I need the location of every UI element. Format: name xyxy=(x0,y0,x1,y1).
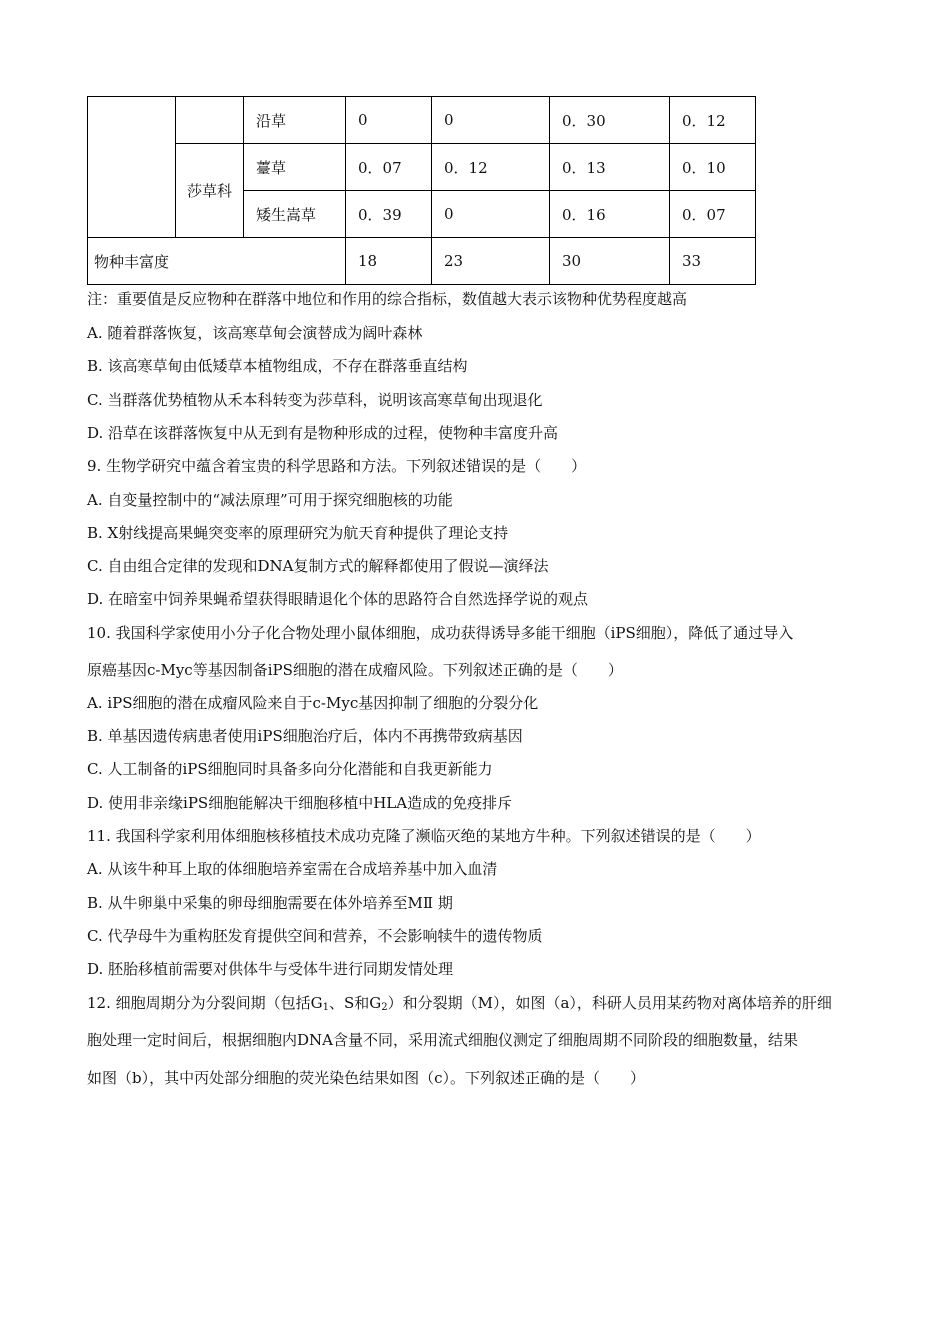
table-cell-species: 沿草 xyxy=(244,97,346,144)
table-cell-value: 0．39 xyxy=(346,191,432,238)
q10-option-a: A. iPS细胞的潜在成瘤风险来自于c-Myc基因抑制了细胞的分裂分化 xyxy=(87,694,539,712)
q9-option-c: C. 自由组合定律的发现和DNA复制方式的解释都使用了假说—演绎法 xyxy=(87,557,549,575)
q8-option-c: C. 当群落优势植物从禾本科转变为莎草科，说明该高寒草甸出现退化 xyxy=(87,391,543,409)
species-importance-table xyxy=(87,96,756,285)
q8-option-a: A. 随着群落恢复，该高寒草甸会演替成为阔叶森林 xyxy=(87,324,423,342)
q12-subscript: 1 xyxy=(322,1002,329,1013)
q10-option-d: D. 使用非亲缘iPS细胞能解决干细胞移植中HLA造成的免疫排斥 xyxy=(87,794,513,812)
q12-subscript: 2 xyxy=(381,1002,388,1013)
q11-option-d: D. 胚胎移植前需要对供体牛与受体牛进行同期发情处理 xyxy=(87,960,454,978)
table-cell-empty xyxy=(176,97,244,144)
q10-option-c: C. 人工制备的iPS细胞同时具备多向分化潜能和自我更新能力 xyxy=(87,760,493,778)
q10-option-b: B. 单基因遗传病患者使用iPS细胞治疗后，体内不再携带致病基因 xyxy=(87,727,523,745)
table-cell-richness-label: 物种丰富度 xyxy=(88,238,346,285)
q9-option-a: A. 自变量控制中的“减法原理”可用于探究细胞核的功能 xyxy=(87,491,453,509)
table-cell-value: 0．30 xyxy=(550,97,670,144)
q9-stem: 9. 生物学研究中蕴含着宝贵的科学思路和方法。下列叙述错误的是（ ） xyxy=(87,457,587,475)
table-row xyxy=(88,144,756,191)
table-cell-value: 0．12 xyxy=(432,144,550,191)
q12-text: 、S和G xyxy=(328,994,382,1012)
q10-stem-line2: 原癌基因c-Myc等基因制备iPS细胞的潜在成瘤风险。下列叙述正确的是（ ） xyxy=(87,661,623,679)
q8-option-d: D. 沿草在该群落恢复中从无到有是物种形成的过程，使物种丰富度升高 xyxy=(87,424,559,442)
table-cell-value: 0．16 xyxy=(550,191,670,238)
q12-stem-line3: 如图（b），其中丙处部分细胞的荧光染色结果如图（c）。下列叙述正确的是（ ） xyxy=(87,1069,646,1087)
table-cell-empty xyxy=(88,97,176,238)
table-row xyxy=(88,97,756,144)
table-cell-value: 30 xyxy=(550,238,670,285)
table-cell-value: 23 xyxy=(432,238,550,285)
q10-stem-line1: 10. 我国科学家使用小分子化合物处理小鼠体细胞，成功获得诱导多能干细胞（iPS细胞），降低了通过导入 xyxy=(87,624,794,642)
table-cell-value: 0．13 xyxy=(550,144,670,191)
q11-stem: 11. 我国科学家利用体细胞核移植技术成功克隆了濒临灭绝的某地方牛种。下列叙述错误的是（ ） xyxy=(87,827,761,845)
q11-option-b: B. 从牛卵巢中采集的卵母细胞需要在体外培养至MⅡ 期 xyxy=(87,894,453,912)
table-cell-value: 0 xyxy=(346,97,432,144)
table-row xyxy=(88,238,756,285)
q12-stem-line2: 胞处理一定时间后，根据细胞内DNA含量不同，采用流式细胞仪测定了细胞周期不同阶段的细胞数量，结果 xyxy=(87,1031,798,1049)
table-cell-family: 莎草科 xyxy=(176,144,244,238)
q11-option-a: A. 从该牛种耳上取的体细胞培养室需在合成培养基中加入血清 xyxy=(87,860,498,878)
table-note: 注：重要值是反应物种在群落中地位和作用的综合指标，数值越大表示该物种优势程度越高 xyxy=(87,290,688,308)
table-cell-species: 矮生嵩草 xyxy=(244,191,346,238)
q12-text: ）和分裂期（M），如图（a），科研人员用某药物对离体培养的肝细 xyxy=(387,994,832,1012)
q9-option-d: D. 在暗室中饲养果蝇希望获得眼睛退化个体的思路符合自然选择学说的观点 xyxy=(87,590,589,608)
q8-option-b: B. 该高寒草甸由低矮草本植物组成，不存在群落垂直结构 xyxy=(87,357,468,375)
table-cell-value: 0．07 xyxy=(346,144,432,191)
table-cell-value: 0．12 xyxy=(670,97,756,144)
table-cell-value: 33 xyxy=(670,238,756,285)
q9-option-b: B. X射线提高果蝇突变率的原理研究为航天育种提供了理论支持 xyxy=(87,524,509,542)
q12-text: 12. 细胞周期分为分裂间期（包括G xyxy=(87,994,323,1012)
table-cell-value: 0．10 xyxy=(670,144,756,191)
table-cell-value: 0 xyxy=(432,191,550,238)
table-cell-value: 0 xyxy=(432,97,550,144)
table-cell-species: 薹草 xyxy=(244,144,346,191)
q11-option-c: C. 代孕母牛为重构胚发育提供空间和营养，不会影响犊牛的遗传物质 xyxy=(87,927,543,945)
q12-stem-line1 xyxy=(87,992,832,1019)
table-cell-value: 18 xyxy=(346,238,432,285)
table-cell-value: 0．07 xyxy=(670,191,756,238)
